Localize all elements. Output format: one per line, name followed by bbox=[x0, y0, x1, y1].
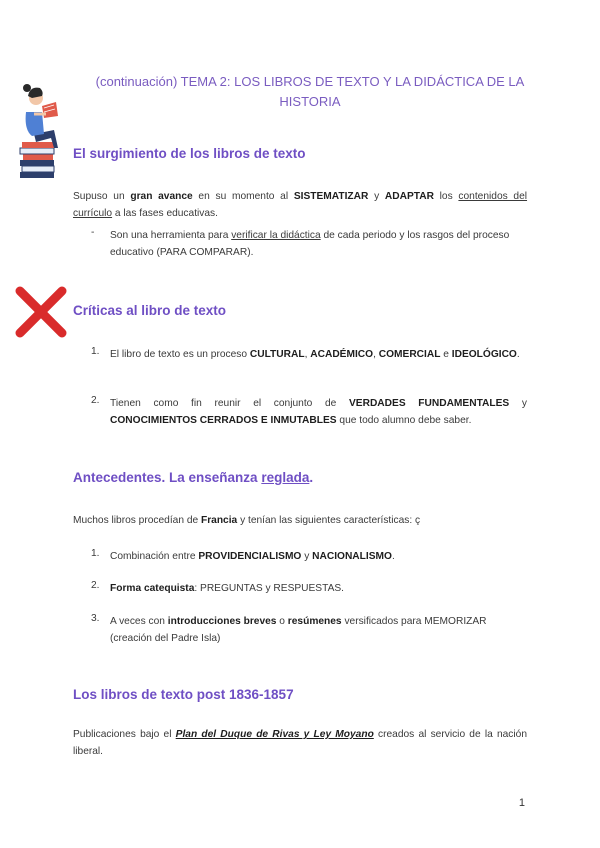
list-item-antecedente-1: Combinación entre PROVIDENCIALISMO y NACIONALISMO. bbox=[110, 551, 395, 562]
list-item-antecedente-2: Forma catequista: PREGUNTAS y RESPUESTAS. bbox=[110, 583, 344, 594]
section-heading-antecedentes: Antecedentes. La enseñanza reglada. bbox=[73, 470, 314, 485]
list-number: 1. bbox=[91, 346, 100, 357]
title-line-1: (continuación) TEMA 2: LOS LIBROS DE TEXTO Y LA DIDÁCTICA DE LA bbox=[95, 74, 525, 89]
red-x-cross-icon bbox=[14, 285, 68, 339]
paragraph-post: Publicaciones bajo el Plan del Duque de Rivas y Ley Moyano creados al servicio de la nación liberal. bbox=[73, 729, 527, 757]
list-item-antecedente-3: A veces con introducciones breves o resúmenes versificados para MEMORIZAR (creación del Padre Isla) bbox=[110, 616, 487, 644]
paragraph-antecedentes: Muchos libros procedían de Francia y tenían las siguientes características: ç bbox=[73, 515, 421, 526]
title-line-2: HISTORIA bbox=[279, 94, 341, 109]
section-heading-criticas: Críticas al libro de texto bbox=[73, 303, 227, 318]
section-heading-post: Los libros de texto post 1836-1857 bbox=[73, 687, 294, 702]
list-number: 1. bbox=[91, 548, 100, 559]
list-item-critica-1: El libro de texto es un proceso CULTURAL, ACADÉMICO, COMERCIAL e IDEOLÓGICO. bbox=[110, 349, 520, 360]
reading-girl-icon bbox=[14, 78, 66, 190]
paragraph-surgimiento: Supuso un gran avance en su momento al SISTEMATIZAR y ADAPTAR los contenidos del currículo a las fases educativas. bbox=[73, 191, 528, 219]
page-number: 1 bbox=[518, 797, 525, 809]
section-heading-surgimiento: El surgimiento de los libros de texto bbox=[73, 146, 306, 161]
bullet-surgimiento: Son una herramienta para verificar la didáctica de cada periodo y los rasgos del proceso educativo (PARA COMPARAR). bbox=[110, 230, 510, 258]
list-number: 2. bbox=[91, 395, 100, 406]
list-number: 2. bbox=[91, 580, 100, 591]
bullet-dash: - bbox=[91, 227, 95, 238]
list-number: 3. bbox=[91, 613, 100, 624]
page-title bbox=[60, 72, 560, 112]
list-item-critica-2: Tienen como fin reunir el conjunto de VERDADES FUNDAMENTALES y CONOCIMIENTOS CERRADOS E INMUTABLES que todo alumno debe saber. bbox=[110, 398, 527, 426]
